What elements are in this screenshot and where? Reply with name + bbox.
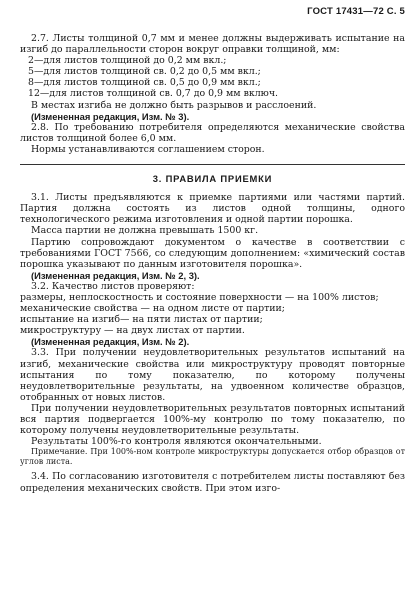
paragraph: Масса партии не должна превышать 1500 кг. — [31, 225, 259, 237]
revision-note: (Измененная редакция, Изм. № 2). — [31, 336, 190, 348]
paragraph: микроструктуру — на двух листах от партии. — [20, 325, 245, 337]
paragraph: При получении неудовлетворительных результатов повторных испытаний вся партия подвергается 100%-му контролю по тому показателю, по которому получены неудовлетворительные результаты. — [20, 402, 405, 437]
page-header: ГОСТ 17431—72 С. 5 — [307, 6, 405, 17]
paragraph: 3.4. По согласованию изготовителя с потребителем листы поставляют без определения механических свойств. При этом изго- — [20, 471, 405, 494]
footnote: Примечание. При 100%-ном контроле микроструктуры допускается отбор образцов от углов листа. — [20, 447, 405, 466]
paragraph: механические свойства — на одном листе от партии; — [20, 303, 285, 315]
section-divider — [20, 164, 405, 165]
paragraph: 8—для листов толщиной св. 0,5 до 0,9 мм вкл.; — [28, 77, 261, 89]
paragraph: размеры, неплоскостность и состояние поверхности — на 100% листов; — [20, 291, 379, 303]
paragraph: Партию сопровождают документом о качестве в соответствии с требованиями ГОСТ 7566, со следующим дополнением: «химический состав порошка указывают по данным изготовителя порошка». — [20, 236, 405, 270]
paragraph: 3.2. Качество листов проверяют: — [31, 280, 195, 292]
revision-note: (Измененная редакция, Изм. № 3). — [31, 110, 190, 122]
paragraph: В местах изгиба не должно быть разрывов и расслоений. — [31, 99, 317, 111]
paragraph: испытание на изгиб— на пяти листах от партии; — [20, 314, 263, 326]
paragraph: Нормы устанавливаются соглашением сторон. — [31, 143, 265, 155]
paragraph: 12—для листов толщиной св. 0,7 до 0,9 мм включ. — [28, 88, 279, 100]
paragraph: 2.8. По требованию потребителя определяются механические свойства листов толщиной более 6,0 мм. — [20, 121, 405, 144]
revision-note: (Измененная редакция, Изм. № 2, 3). — [31, 269, 200, 281]
document-body — [20, 33, 405, 494]
paragraph: 2.7. Листы толщиной 0,7 мм и менее должны выдерживать испытание на изгиб до параллельности сторон вокруг оправки толщиной, мм: — [20, 33, 405, 56]
paragraph: 5—для листов толщиной св. 0,2 до 0,5 мм вкл.; — [28, 66, 261, 78]
section-title: 3. ПРАВИЛА ПРИЕМКИ — [152, 173, 273, 185]
paragraph: 3.3. При получении неудовлетворительных результатов испытаний на изгиб, механические свойства или микроструктуру проводят повторные испытания по тому показателю, по которому получены неудовлетворительные результаты, на удвоенном количестве образцов, отобранных от новых листов. — [20, 347, 405, 403]
paragraph: 2—для листов толщиной до 0,2 мм вкл.; — [28, 55, 227, 67]
paragraph: 3.1. Листы предъявляются к приемке партиями или частями партий. Партия должна состоять из листов одной толщины, одного технологического режима изготовления и одной партии порошка. — [20, 192, 405, 226]
paragraph: Результаты 100%-го контроля являются окончательными. — [31, 436, 322, 448]
